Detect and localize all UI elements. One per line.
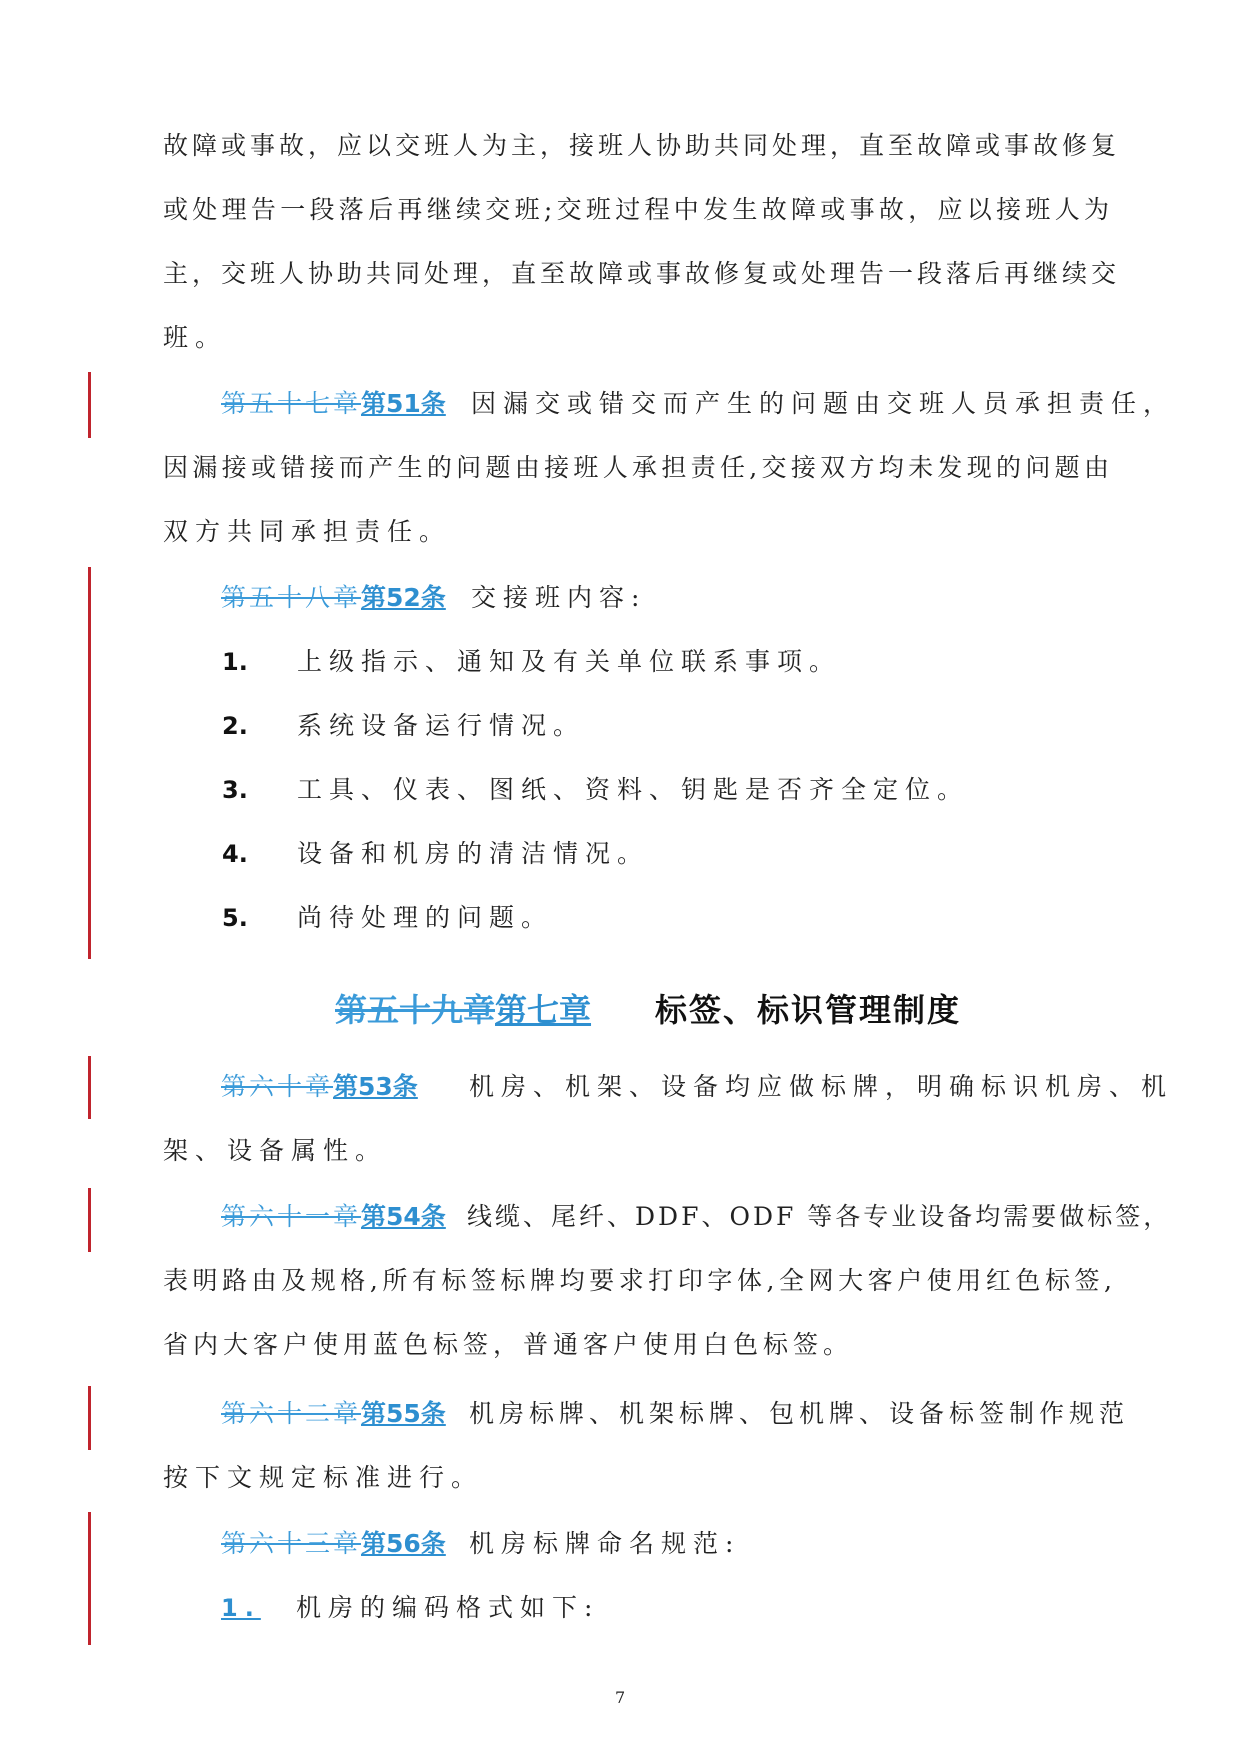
list-item: 系统设备运行情况。 <box>297 711 586 740</box>
article-52-line1 <box>221 578 1113 618</box>
change-bar <box>88 1386 91 1450</box>
list-item: 尚待处理的问题。 <box>297 903 554 932</box>
list-number: 5. <box>222 904 248 932</box>
article-text: 因漏交或错交而产生的问题由交班人员承担责任， <box>471 389 1176 418</box>
list-item: 设备和机房的清洁情况。 <box>297 839 650 868</box>
paragraph-line: 按下文规定标准进行。 <box>163 1463 484 1492</box>
article-text: 机房、机架、设备均应做标牌，明确标识机房、机 <box>469 1072 1174 1101</box>
list-number: 2. <box>222 712 248 740</box>
article-54-line1 <box>221 1197 1172 1237</box>
chapter-heading <box>335 988 961 1032</box>
article-56-line1 <box>221 1524 1113 1564</box>
change-bar <box>88 372 91 438</box>
deleted-text: 第五十七章 <box>221 389 362 418</box>
deleted-text: 第五十九章 <box>335 991 496 1029</box>
change-bar <box>88 1512 91 1645</box>
inserted-text: 第52条 <box>361 583 446 612</box>
inserted-text: 第56条 <box>361 1529 446 1558</box>
paragraph-line: 因漏接或错接而产生的问题由接班人承担责任,交接双方均未发现的问题由 <box>163 453 1113 482</box>
inserted-text: 第51条 <box>361 389 446 418</box>
article-53-line1 <box>221 1067 1174 1107</box>
deleted-text: 第五十八章 <box>221 583 362 612</box>
change-bar <box>88 567 91 959</box>
paragraph-line: 架、设备属性。 <box>163 1136 388 1165</box>
inserted-text: 第53条 <box>333 1072 418 1101</box>
paragraph-line: 班。 <box>163 323 228 352</box>
article-text: 机房标牌命名规范: <box>469 1529 741 1558</box>
page-number: 7 <box>615 1688 626 1707</box>
heading-title: 标签、标识管理制度 <box>655 991 962 1029</box>
list-number: 4. <box>222 840 248 868</box>
inserted-text: 第54条 <box>361 1202 446 1231</box>
inserted-text: 第55条 <box>361 1399 446 1428</box>
paragraph-line: 省内大客户使用蓝色标签，普通客户使用白色标签。 <box>163 1330 854 1359</box>
paragraph-line: 主，交班人协助共同处理，直至故障或事故修复或处理告一段落后再继续交 <box>163 259 1121 288</box>
deleted-text: 第六十章 <box>221 1072 334 1101</box>
paragraph-line: 表明路由及规格,所有标签标牌均要求打印字体,全网大客户使用红色标签, <box>163 1266 1113 1295</box>
inserted-list-number: 1. <box>221 1594 261 1622</box>
change-bar <box>88 1056 91 1119</box>
list-number: 3. <box>222 776 248 804</box>
article-text: 线缆、尾纤、DDF、ODF 等各专业设备均需要做标签， <box>467 1202 1172 1231</box>
list-item: 工具、仪表、图纸、资料、钥匙是否齐全定位。 <box>297 775 970 804</box>
paragraph-line: 故障或事故，应以交班人为主，接班人协助共同处理，直至故障或事故修复 <box>163 131 1121 160</box>
deleted-text: 第六十三章 <box>221 1529 362 1558</box>
change-bar <box>88 1188 91 1252</box>
inserted-text: 第七章 <box>495 991 592 1029</box>
deleted-text: 第六十二章 <box>221 1399 362 1428</box>
article-55-line1 <box>221 1394 1130 1434</box>
paragraph-line: 或处理告一段落后再继续交班;交班过程中发生故障或事故，应以接班人为 <box>163 195 1113 224</box>
article-51-line1 <box>221 384 1176 424</box>
list-item: 上级指示、通知及有关单位联系事项。 <box>297 647 842 676</box>
article-text: 交接班内容: <box>471 583 647 612</box>
deleted-text: 第六十一章 <box>221 1202 362 1231</box>
list-item: 机房的编码格式如下: <box>296 1593 600 1622</box>
list-number: 1. <box>222 648 248 676</box>
article-56-item1 <box>221 1588 1113 1628</box>
paragraph-line: 双方共同承担责任。 <box>163 517 452 546</box>
article-text: 机房标牌、机架标牌、包机牌、设备标签制作规范 <box>469 1399 1130 1428</box>
